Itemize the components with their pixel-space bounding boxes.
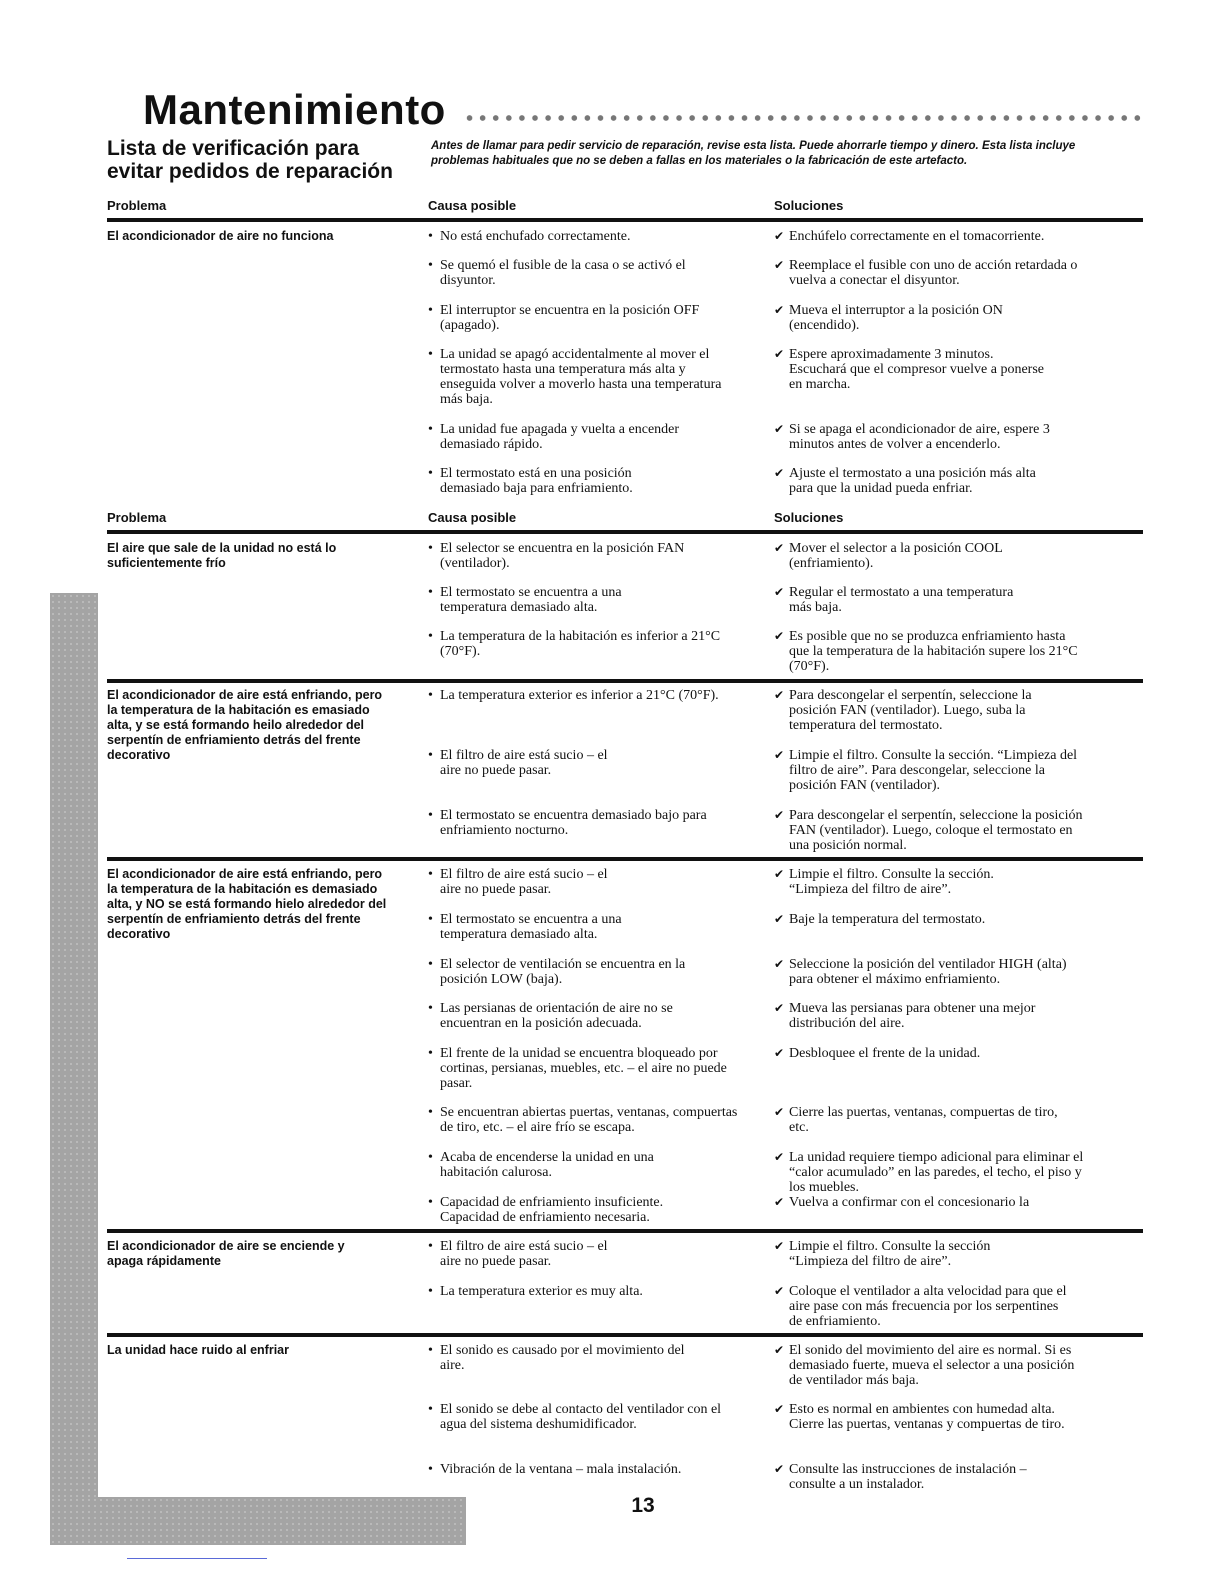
solution-item: ✔ Espere aproximadamente 3 minutos. Escuchará que el compresor vuelve a ponerse en marcha.	[774, 347, 1049, 392]
group-rule	[107, 679, 1143, 683]
cause-item: • La temperatura exterior es inferior a 21°C (70°F).	[428, 688, 770, 703]
solution-item: ✔ El sonido del movimiento del aire es normal. Si es demasiado fuerte, mueva el selector a una posición de ventilador más baja.	[774, 1343, 1089, 1388]
cause-item: • El selector se encuentra en la posición FAN (ventilador).	[428, 541, 695, 571]
cause-item: • Se encuentran abiertas puertas, ventanas, compuertas de tiro, etc. – el aire frío se escapa.	[428, 1105, 750, 1135]
solution-item: ✔ Limpie el filtro. Consulte la sección “Limpieza del filtro de aire”.	[774, 1239, 1039, 1269]
cause-item: • La temperatura de la habitación es inferior a 21°C (70°F).	[428, 629, 730, 659]
solution-item: ✔ Limpie el filtro. Consulte la sección. “Limpieza del filtro de aire”. Para descongelar, seleccione la posición FAN (ventilador).	[774, 748, 1094, 793]
table-header	[107, 198, 1143, 216]
column-header-solution: Soluciones	[774, 510, 844, 525]
section-title: Lista de verificación para evitar pedidos de reparación	[107, 137, 393, 183]
column-header-cause: Causa posible	[428, 198, 517, 213]
solution-item: ✔ Es posible que no se produzca enfriamiento hasta que la temperatura de la habitación supere los 21°C (70°F).	[774, 629, 1079, 674]
problem-label: El acondicionador de aire no funciona	[107, 229, 334, 243]
table-rule	[107, 530, 1143, 534]
problem-label: El acondicionador de aire está enfriando, pero la temperatura de la habitación es demasiado alta, y NO se está formando hielo alrededor del serpentín de enfriamiento detrás del frente decorativo	[107, 867, 387, 941]
group-rule	[107, 1333, 1143, 1337]
table-header	[107, 510, 1143, 528]
cause-item: • El filtro de aire está sucio – el aire no puede pasar.	[428, 867, 625, 897]
cause-item: • El filtro de aire está sucio – el aire no puede pasar.	[428, 1239, 625, 1269]
title-dot-leader	[463, 112, 1145, 124]
solution-item: ✔ Esto es normal en ambientes con humedad alta. Cierre las puertas, ventanas y compuertas de tiro.	[774, 1402, 1089, 1432]
cause-item: • El frente de la unidad se encuentra bloqueado por cortinas, persianas, muebles, etc. – el aire no puede pasar.	[428, 1046, 740, 1091]
solution-item: ✔ Coloque el ventilador a alta velocidad para que el aire pase con más frecuencia por los serpentines de enfriamiento.	[774, 1284, 1074, 1329]
cause-item: • El termostato está en una posición demasiado baja para enfriamiento.	[428, 466, 685, 496]
cause-item: • La unidad se apagó accidentalmente al mover el termostato hasta una temperatura más alta y enseguida volver a moverlo hasta una temperatura más baja.	[428, 347, 740, 407]
group-rule	[107, 1229, 1143, 1233]
cause-item: • La unidad fue apagada y vuelta a encender demasiado rápido.	[428, 422, 730, 452]
intro-text: Antes de llamar para pedir servicio de reparación, revise esta lista. Puede ahorrarle tiempo y dinero. Esta lista incluye problemas habituales que no se deben a fallas en los materiales o la fabricación de este artefacto.	[431, 140, 1076, 167]
cause-item: • El filtro de aire está sucio – el aire no puede pasar.	[428, 748, 625, 778]
sidebar-tab	[50, 593, 98, 1545]
cause-item: • La temperatura exterior es muy alta.	[428, 1284, 770, 1299]
cause-item: • Las persianas de orientación de aire no se encuentran en la posición adecuada.	[428, 1001, 725, 1031]
solution-item: ✔ Mover el selector a la posición COOL (enfriamiento).	[774, 541, 1039, 571]
column-header-problem: Problema	[107, 510, 167, 525]
cause-item: • Acaba de encenderse la unidad en una habitación calurosa.	[428, 1150, 700, 1180]
solution-item: ✔ Ajuste el termostato a una posición más alta para que la unidad pueda enfriar.	[774, 466, 1059, 496]
table-rule	[107, 218, 1143, 222]
cause-item: • El sonido se debe al contacto del ventilador con el agua del sistema deshumidificador.	[428, 1402, 730, 1432]
solution-item: ✔ Vuelva a confirmar con el concesionario la	[774, 1195, 1119, 1210]
solution-item: ✔ Baje la temperatura del termostato.	[774, 912, 1119, 927]
problem-label: El acondicionador de aire está enfriando, pero la temperatura de la habitación es emasiado alta, y se está formando heilo alrededor del serpentín de enfriamiento detrás del frente decorativo	[107, 688, 383, 762]
solution-item: ✔ Para descongelar el serpentín, seleccione la posición FAN (ventilador). Luego, coloque el termostato en una posición normal.	[774, 808, 1089, 853]
cause-item: • Vibración de la ventana – mala instalación.	[428, 1462, 770, 1477]
cause-item: • El termostato se encuentra a una temperatura demasiado alta.	[428, 912, 665, 942]
page-number: 13	[631, 1494, 655, 1517]
cause-item: • El termostato se encuentra a una temperatura demasiado alta.	[428, 585, 665, 615]
solution-item: ✔ Mueva el interruptor a la posición ON (encendido).	[774, 303, 1029, 333]
solution-item: ✔ La unidad requiere tiempo adicional para eliminar el “calor acumulado” en las paredes, el techo, el piso y los muebles.	[774, 1150, 1089, 1195]
solution-item: ✔ Seleccione la posición del ventilador HIGH (alta) para obtener el máximo enfriamiento.	[774, 957, 1089, 987]
column-header-problem: Problema	[107, 198, 167, 213]
cause-item: • El selector de ventilación se encuentra en la posición LOW (baja).	[428, 957, 735, 987]
cause-item: • El termostato se encuentra demasiado bajo para enfriamiento nocturno.	[428, 808, 735, 838]
solution-item: ✔ Si se apaga el acondicionador de aire, espere 3 minutos antes de volver a encenderlo.	[774, 422, 1089, 452]
solution-item: ✔ Regular el termostato a una temperatura más baja.	[774, 585, 1029, 615]
cause-item: • Capacidad de enfriamiento insuficiente. Capacidad de enfriamiento necesaria.	[428, 1195, 715, 1225]
problem-label: La unidad hace ruido al enfriar	[107, 1343, 289, 1357]
cause-item: • El sonido es causado por el movimiento del aire.	[428, 1343, 710, 1373]
cause-item: • Se quemó el fusible de la casa o se activó el disyuntor.	[428, 258, 725, 288]
problem-label: El aire que sale de la unidad no está lo suficientemente frío	[107, 541, 337, 570]
column-header-solution: Soluciones	[774, 198, 844, 213]
group-rule	[107, 857, 1143, 861]
solution-item: ✔ Limpie el filtro. Consulte la sección. “Limpieza del filtro de aire”.	[774, 867, 1039, 897]
problem-label: El acondicionador de aire se enciende y apaga rápidamente	[107, 1239, 345, 1268]
cause-item: • No está enchufado correctamente.	[428, 229, 770, 244]
solution-item: ✔ Para descongelar el serpentín, seleccione la posición FAN (ventilador). Luego, suba la temperatura del termostato.	[774, 688, 1079, 733]
bottom-tab-strip	[50, 1497, 466, 1545]
solution-item: ✔ Consulte las instrucciones de instalación – consulte a un instalador.	[774, 1462, 1069, 1492]
bottom-divider-line	[127, 1558, 267, 1559]
cause-item: • El interruptor se encuentra en la posición OFF (apagado).	[428, 303, 725, 333]
solution-item: ✔ Enchúfelo correctamente en el tomacorriente.	[774, 229, 1119, 244]
solution-item: ✔ Cierre las puertas, ventanas, compuertas de tiro, etc.	[774, 1105, 1064, 1135]
solution-item: ✔ Reemplace el fusible con uno de acción retardada o vuelva a conectar el disyuntor.	[774, 258, 1079, 288]
column-header-cause: Causa posible	[428, 510, 517, 525]
page-title: Mantenimiento	[143, 86, 446, 133]
solution-item: ✔ Desbloquee el frente de la unidad.	[774, 1046, 1119, 1061]
solution-item: ✔ Mueva las persianas para obtener una mejor distribución del aire.	[774, 1001, 1089, 1031]
